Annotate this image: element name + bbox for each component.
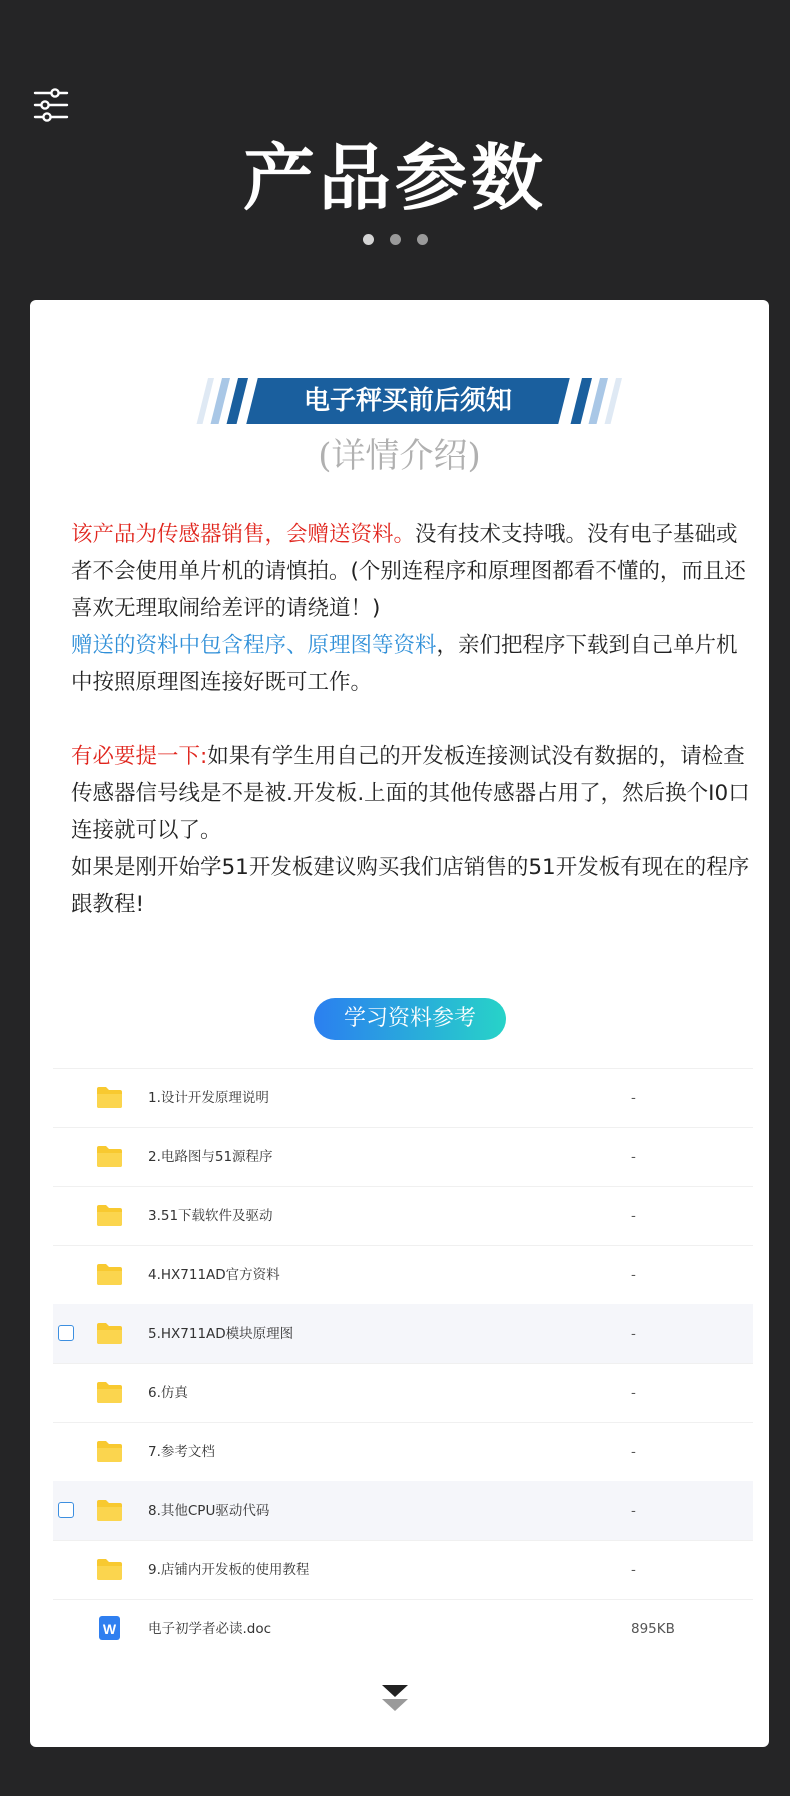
- file-name: 7.参考文档: [148, 1444, 215, 1460]
- expand-down-icon[interactable]: [380, 1683, 410, 1715]
- file-name: 4.HX711AD官方资料: [148, 1267, 280, 1283]
- file-row[interactable]: [53, 1363, 753, 1422]
- word-document-icon: [96, 1616, 123, 1640]
- paragraph-text: ，亲们把程序下载到自己单片机中按照原理图连接好既可工作。: [71, 633, 738, 695]
- folder-icon: [96, 1380, 123, 1404]
- carousel-dots: [0, 234, 790, 245]
- notice-subtitle: (详情介绍): [318, 436, 481, 476]
- file-row[interactable]: [53, 1540, 753, 1599]
- banner-title: 电子秤买前后须知: [303, 386, 512, 416]
- file-name: 1.设计开发原理说明: [148, 1090, 269, 1106]
- notice-paragraph-1: [71, 516, 751, 627]
- folder-icon: [96, 1262, 123, 1286]
- notice-text: [71, 516, 751, 923]
- file-name: 3.51下载软件及驱动: [148, 1208, 273, 1224]
- file-row[interactable]: [53, 1304, 753, 1363]
- file-row[interactable]: [53, 1127, 753, 1186]
- file-row[interactable]: [53, 1481, 753, 1540]
- file-size: -: [631, 1503, 636, 1519]
- svg-text:W: W: [102, 1621, 117, 1637]
- file-size: -: [631, 1444, 636, 1460]
- file-size: -: [631, 1385, 636, 1401]
- row-checkbox[interactable]: [58, 1325, 74, 1341]
- folder-icon: [96, 1498, 123, 1522]
- file-name: 9.店铺内开发板的使用教程: [148, 1562, 310, 1578]
- row-checkbox[interactable]: [58, 1502, 74, 1518]
- file-size: -: [631, 1267, 636, 1283]
- folder-icon: [96, 1439, 123, 1463]
- folder-icon: [96, 1203, 123, 1227]
- file-name: 6.仿真: [148, 1385, 188, 1401]
- file-size: -: [631, 1562, 636, 1578]
- filter-menu-icon[interactable]: [33, 88, 69, 122]
- file-name: 电子初学者必读.doc: [148, 1621, 272, 1637]
- file-row[interactable]: [53, 1186, 753, 1245]
- file-row[interactable]: [53, 1068, 753, 1127]
- content-card: [30, 300, 769, 1747]
- carousel-dot-2[interactable]: [390, 234, 401, 245]
- file-name: 5.HX711AD模块原理图: [148, 1326, 294, 1342]
- highlight-red: 有必要提一下:: [71, 744, 208, 769]
- page-title: 产品参数: [242, 136, 547, 220]
- file-name: 2.电路图与51源程序: [148, 1149, 273, 1165]
- paragraph-text: 没有技术支持哦。没有电子基础或者不会使用单片机的请慎拍。(个别连程序和原理图都看不懂的，而且还喜欢无理取闹给差评的请绕道！): [71, 522, 746, 621]
- paragraph-text: 如果有学生用自己的开发板连接测试没有数据的，请检查传感器信号线是不是被.开发板.上面的其他传感器占用了，然后换个I0口连接就可以了。: [71, 744, 750, 843]
- carousel-dot-3[interactable]: [417, 234, 428, 245]
- file-size: -: [631, 1149, 636, 1165]
- file-row[interactable]: [53, 1422, 753, 1481]
- folder-icon: [96, 1144, 123, 1168]
- file-row[interactable]: [53, 1599, 753, 1658]
- file-name: 8.其他CPU驱动代码: [148, 1503, 270, 1519]
- notice-paragraph-4: 如果是刚开始学51开发板建议购买我们店销售的51开发板有现在的程序跟教程!: [71, 855, 750, 917]
- file-list: [53, 1068, 753, 1658]
- file-size: 895KB: [631, 1621, 675, 1637]
- reference-materials-button[interactable]: 学习资料参考: [314, 998, 506, 1040]
- file-size: -: [631, 1090, 636, 1106]
- highlight-blue: 赠送的资料中包含程序、原理图等资料: [71, 633, 437, 658]
- file-size: -: [631, 1208, 636, 1224]
- notice-paragraph-2: [71, 627, 751, 701]
- file-size: -: [631, 1326, 636, 1342]
- carousel-dot-1[interactable]: [363, 234, 374, 245]
- notice-paragraph-3: [71, 738, 751, 849]
- folder-icon: [96, 1321, 123, 1345]
- folder-icon: [96, 1085, 123, 1109]
- highlight-red: 该产品为传感器销售，会赠送资料。: [71, 522, 416, 547]
- file-row[interactable]: [53, 1245, 753, 1304]
- folder-icon: [96, 1557, 123, 1581]
- notice-banner: [190, 378, 640, 424]
